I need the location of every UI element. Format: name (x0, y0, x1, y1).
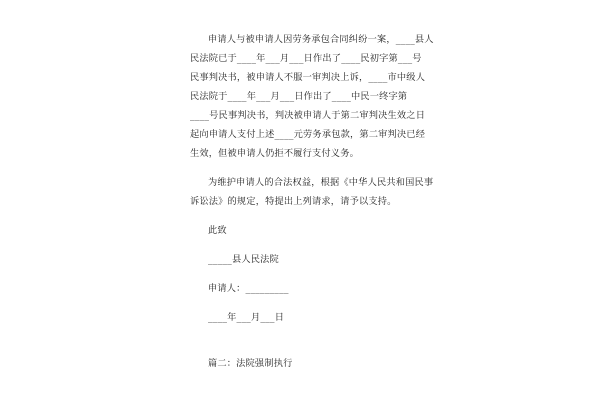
section-heading: 篇二：法院强制执行 (208, 358, 293, 369)
paragraph-2-line-2: 诉讼法》的规定，特提出上列请求，请予以支持。 (190, 196, 397, 207)
date-line: ____年___月___日 (208, 312, 285, 323)
paragraph-1-line-6: 起向申请人支付上述____元劳务承包款，第二审判决已经 (190, 129, 426, 140)
paragraph-1-line-7: 生效，但被申请人仍拒不履行支付义务。 (190, 148, 359, 159)
paragraph-1-line-2: 民法院已于____年___月___日作出了____民初字第___号 (190, 53, 422, 64)
salutation: 此致 (208, 225, 227, 236)
paragraph-1-line-4: 民法院于____年___月___日作出了____中民一终字第 (190, 91, 408, 102)
paragraph-2-line-1: 为维护申请人的合法权益，根据《中华人民共和国民事 (208, 177, 434, 188)
court-name: _____县人民法院 (208, 254, 279, 265)
applicant-signature: 申请人：_________ (208, 283, 289, 294)
paragraph-1-line-5: ____号民事判决书，判决被申请人于第二审判决生效之日 (190, 110, 426, 121)
paragraph-1-line-3: 民事判决书，被申请人不服一审判决上诉，____市中级人 (190, 72, 426, 83)
paragraph-1-line-1: 申请人与被申请人因劳务承包合同纠纷一案，____县人 (208, 34, 434, 45)
